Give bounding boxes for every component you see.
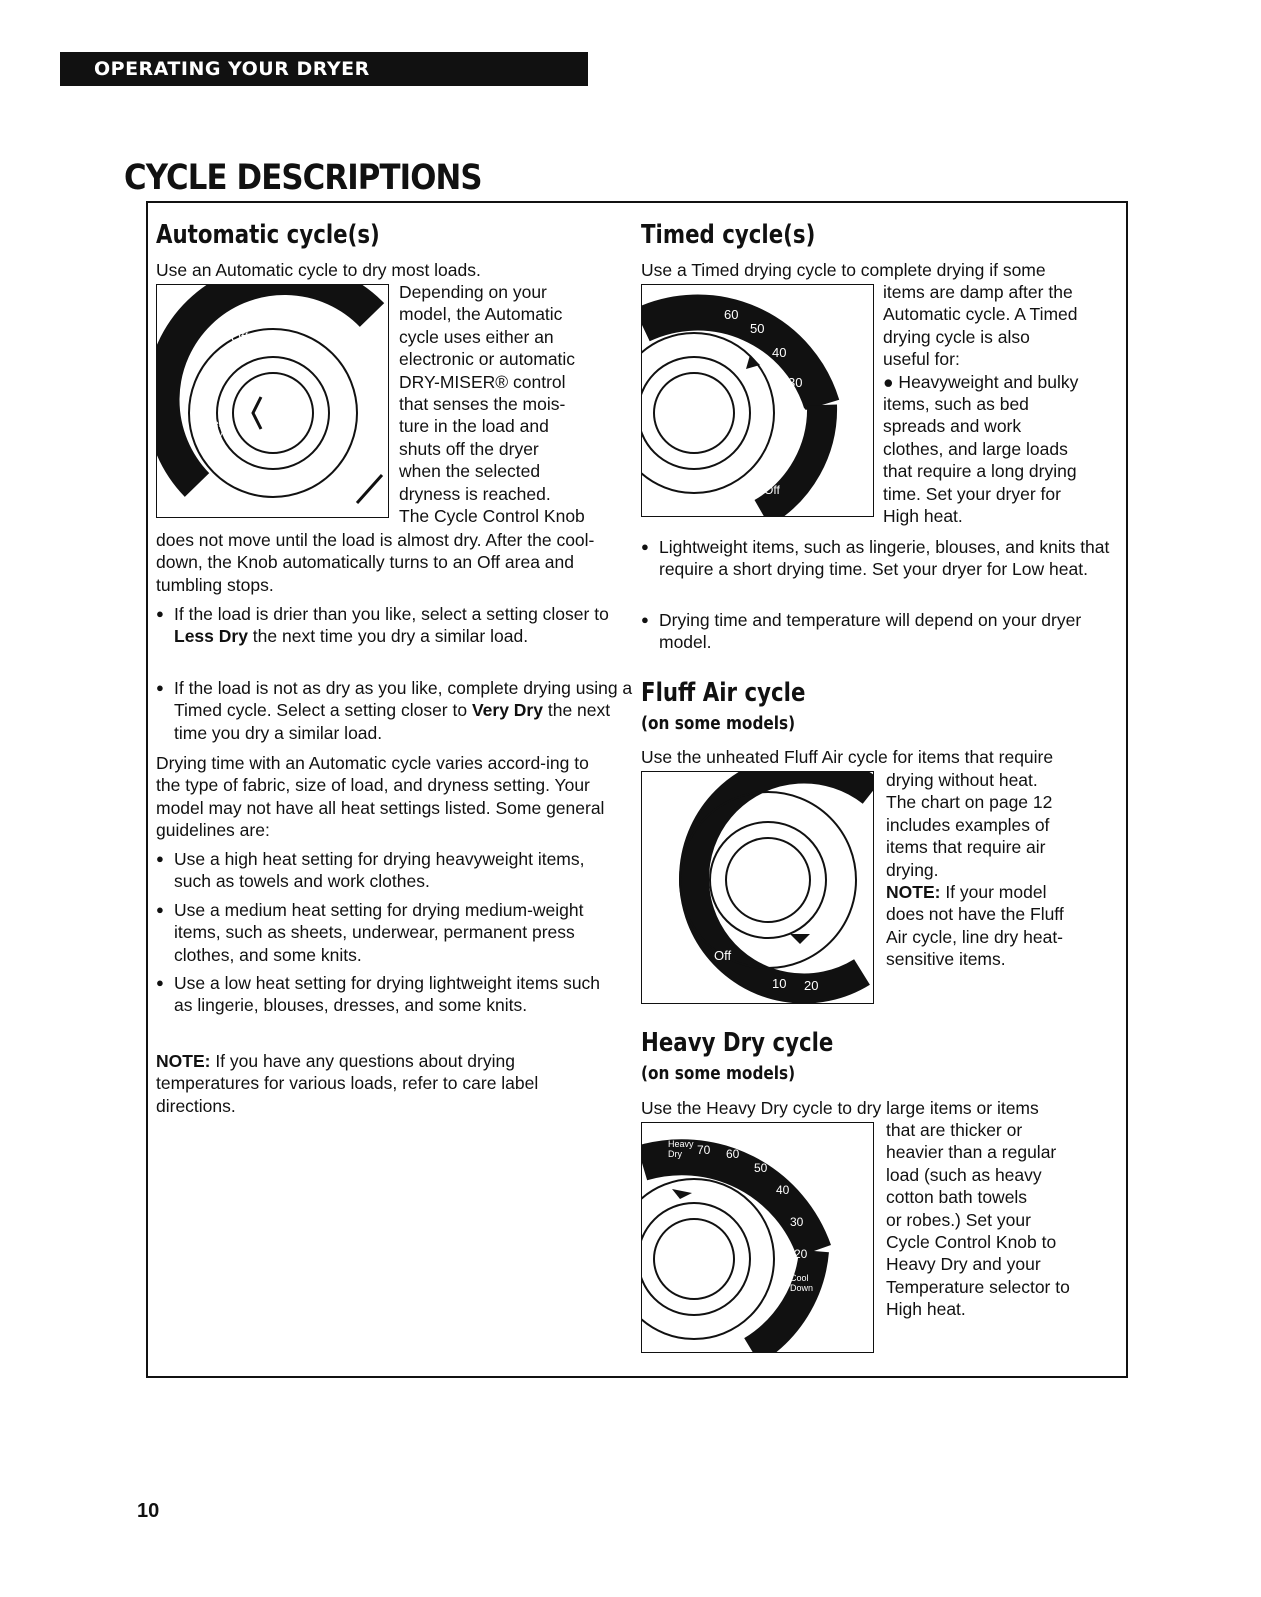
text-line: model, the Automatic — [399, 304, 563, 325]
automatic-bullet-3: ● Use a high heat setting for drying heavyweight items, such as towels and work clothes. — [156, 848, 614, 893]
fluff-intro: Use the unheated Fluff Air cycle for items that require — [641, 747, 1054, 767]
section-header: OPERATING YOUR DRYER — [60, 52, 588, 86]
text-line: electronic or automatic — [399, 349, 576, 370]
text-line: Temperature selector to — [886, 1276, 1070, 1297]
heavy-wrap-text — [886, 1119, 1070, 1321]
timed-dial-60: 60 — [724, 307, 739, 322]
heavy-dial-heavy-dry: Heavy Dry — [668, 1139, 694, 1159]
automatic-note: NOTE: If you have any questions about drying temperatures for various loads, refer to care label directions. — [156, 1051, 539, 1116]
text-line: useful for: — [883, 349, 960, 370]
fluff-dial-20: 20 — [804, 978, 819, 993]
timed-dial-illustration — [641, 284, 874, 517]
text-line: time. Set your dryer for — [883, 483, 1061, 504]
timed-dial-30: 30 — [788, 375, 803, 390]
automatic-guidelines: Drying time with an Automatic cycle varies accord-ing to the type of fabric, size of load, and dryness setting. Your model may not have all heat settings listed. Some general guidelines are: — [156, 753, 605, 841]
heavy-heading: Heavy Dry cycle — [641, 1028, 834, 1058]
timed-wrap-text — [883, 281, 1078, 527]
dial-label-very-dry: Very Dry — [207, 419, 228, 441]
text-line: Automatic cycle. A Timed — [883, 304, 1078, 325]
dial-label-star: * — [207, 400, 215, 420]
text-line: shuts off the dryer — [399, 438, 539, 459]
timed-bullet-2: ● Drying time and temperature will depend on your dryer model. — [641, 609, 1119, 654]
fluff-note: NOTE: If your model — [886, 882, 1047, 903]
automatic-intro: Use an Automatic cycle to dry most loads. — [156, 260, 481, 280]
text-line: that require a long drying — [883, 461, 1077, 482]
heavy-dial-70: 70 — [697, 1143, 711, 1157]
fluff-wrap-text — [886, 769, 1064, 971]
heavy-dial-illustration — [641, 1122, 874, 1353]
text-line: includes examples of — [886, 814, 1050, 835]
text-line: cotton bath towels — [886, 1187, 1028, 1208]
text-line: drying cycle is also — [883, 326, 1030, 347]
automatic-continued: does not move until the load is almost dry. After the cool-down, the Knob automatically turns to an Off area and tumbling stops. — [156, 530, 595, 595]
text-line: Heavy Dry and your — [886, 1254, 1041, 1275]
text-line: heavier than a regular — [886, 1142, 1057, 1163]
text-line: Cycle Control Knob to — [886, 1232, 1057, 1253]
text-line: Air cycle, line dry heat- — [886, 926, 1064, 947]
text-line: ture in the load and — [399, 416, 549, 437]
text-line: does not have the Fluff — [886, 904, 1064, 925]
text-line: sensitive items. — [886, 949, 1006, 970]
text-line: that senses the mois- — [399, 394, 566, 415]
timed-dial-20: 20 — [792, 405, 807, 420]
timed-intro: Use a Timed drying cycle to complete drying if some — [641, 260, 1046, 280]
text-line: cycle uses either an — [399, 326, 554, 347]
automatic-bullet-1: ● If the load is drier than you like, select a setting closer to Less Dry the next time you dry a similar load. — [156, 603, 629, 648]
automatic-dial-illustration — [156, 284, 389, 518]
text-line: DRY-MISER® control — [399, 371, 566, 392]
text-line: High heat. — [886, 1299, 966, 1320]
text-line: ● Heavyweight and bulky — [883, 371, 1079, 392]
fluff-subheading: (on some models) — [641, 713, 796, 734]
text-line: when the selected — [399, 461, 541, 482]
timed-bullet-1: ● Lightweight items, such as lingerie, blouses, and knits that require a short drying time. Set your dryer for Low heat. — [641, 536, 1131, 581]
timed-dial-40: 40 — [772, 345, 787, 360]
fluff-dial-off: Off — [714, 948, 732, 963]
text-line: drying. — [886, 859, 939, 880]
automatic-bullet-2: ● If the load is not as dry as you like, complete drying using a Timed cycle. Select a setting closer to Very Dry the next time you dry a similar load. — [156, 677, 638, 744]
text-line: or robes.) Set your — [886, 1209, 1031, 1230]
heavy-dial-cool-down: Cool Down — [790, 1273, 814, 1293]
heavy-subheading: (on some models) — [641, 1063, 796, 1084]
text-line: High heat. — [883, 506, 963, 527]
text-line: clothes, and large loads — [883, 438, 1068, 459]
timed-dial-off: Off — [764, 483, 780, 497]
text-line: dryness is reached. — [399, 483, 551, 504]
text-line: items that require air — [886, 837, 1046, 858]
automatic-wrap-text — [399, 281, 585, 527]
text-line: that are thicker or — [886, 1120, 1023, 1140]
timed-dial-50: 50 — [750, 321, 765, 336]
page-number: 10 — [137, 1500, 160, 1522]
text-line: drying without heat. — [886, 770, 1038, 790]
text-line: load (such as heavy — [886, 1164, 1042, 1185]
heavy-intro: Use the Heavy Dry cycle to dry large items or items — [641, 1098, 1039, 1118]
dial-label-off: Off — [231, 330, 249, 345]
heavy-dial-40: 40 — [776, 1183, 790, 1197]
automatic-bullet-5: ● Use a low heat setting for drying lightweight items such as lingerie, blouses, dresses, and some knits. — [156, 972, 604, 1017]
text-line: The chart on page 12 — [886, 792, 1053, 813]
text-line: items are damp after the — [883, 282, 1073, 302]
fluff-heading: Fluff Air cycle — [641, 678, 806, 708]
page-title: CYCLE DESCRIPTIONS — [124, 158, 482, 198]
timed-heading: Timed cycle(s) — [641, 220, 816, 250]
text-line: Depending on your — [399, 282, 547, 302]
text-line: spreads and work — [883, 416, 1022, 437]
heavy-dial-60: 60 — [726, 1147, 740, 1161]
fluff-dial-illustration — [641, 771, 874, 1004]
fluff-dial-10: 10 — [772, 976, 787, 991]
heavy-dial-50: 50 — [754, 1161, 768, 1175]
dial-label-less-dry: Less Dry — [207, 370, 229, 392]
automatic-bullet-4: ● Use a medium heat setting for drying medium-weight items, such as sheets, underwear, permanent press clothes, and some knits. — [156, 899, 614, 966]
text-line: items, such as bed — [883, 394, 1029, 415]
heavy-dial-30: 30 — [790, 1215, 804, 1229]
text-line: The Cycle Control Knob — [399, 506, 585, 527]
automatic-heading: Automatic cycle(s) — [156, 220, 380, 250]
heavy-dial-20: 20 — [794, 1247, 808, 1261]
